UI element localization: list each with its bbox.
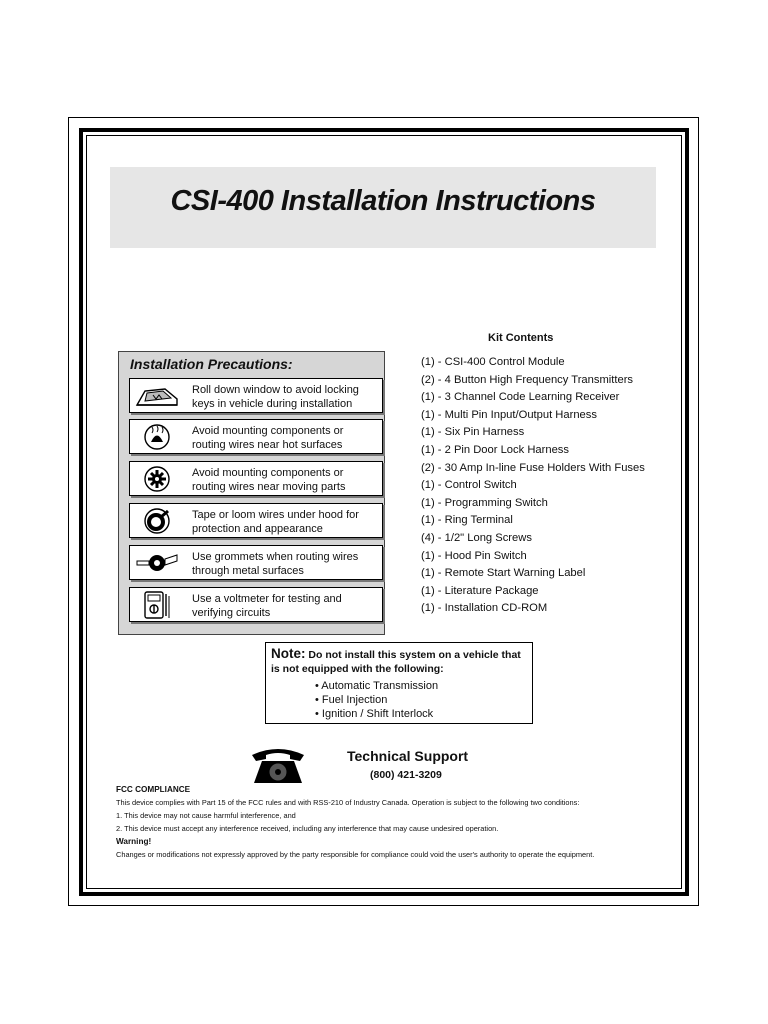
kit-item: (1) - Literature Package bbox=[421, 584, 539, 597]
grommet-icon bbox=[135, 549, 179, 577]
precaution-text: Avoid mounting components or routing wires near moving parts bbox=[192, 467, 346, 493]
precaution-item bbox=[129, 587, 383, 622]
car-window-icon bbox=[135, 382, 179, 410]
precaution-text: Roll down window to avoid locking keys in vehicle during installation bbox=[192, 384, 359, 410]
precaution-item bbox=[129, 545, 383, 580]
kit-item: (1) - CSI-400 Control Module bbox=[421, 356, 565, 368]
kit-item: (4) - 1/2" Long Screws bbox=[421, 531, 532, 544]
precaution-item bbox=[129, 419, 383, 454]
kit-item: (1) - Multi Pin Input/Output Harness bbox=[421, 408, 597, 421]
note-requirement: • Automatic Transmission bbox=[315, 680, 439, 692]
precaution-text: Use a voltmeter for testing and verifying circuits bbox=[192, 593, 342, 619]
hot-surface-icon bbox=[135, 423, 179, 451]
technical-support-label: Technical Support bbox=[347, 748, 469, 764]
note-heading bbox=[271, 647, 529, 676]
kit-item: (1) - 2 Pin Door Lock Harness bbox=[421, 443, 569, 456]
kit-item: (1) - Remote Start Warning Label bbox=[421, 567, 586, 580]
kit-contents-list bbox=[421, 354, 645, 618]
precaution-text: Avoid mounting components or routing wires near hot surfaces bbox=[192, 425, 344, 451]
kit-item: (1) - Hood Pin Switch bbox=[421, 549, 527, 562]
telephone-icon bbox=[248, 745, 308, 785]
kit-item: (2) - 4 Button High Frequency Transmitters bbox=[421, 373, 634, 386]
fcc-warning-text: Changes or modifications not expressly approved by the party responsible for compliance could void the user's authority to operate the equipment. bbox=[116, 850, 595, 859]
note-text: Do not install this system on a vehicle that is not equipped with the following: bbox=[271, 649, 521, 675]
precaution-text: Tape or loom wires under hood for protection and appearance bbox=[192, 509, 359, 535]
kit-item: (1) - Installation CD-ROM bbox=[421, 602, 548, 615]
precaution-text: Use grommets when routing wires through metal surfaces bbox=[192, 551, 359, 577]
kit-item: (1) - 3 Channel Code Learning Receiver bbox=[421, 391, 620, 404]
note-requirement: • Ignition / Shift Interlock bbox=[315, 708, 434, 720]
precaution-item bbox=[129, 461, 383, 496]
voltmeter-icon bbox=[135, 591, 179, 619]
fcc-line: This device complies with Part 15 of the FCC rules and with RSS-210 of Industry Canada. Operation is subject to the following two conditions: bbox=[116, 798, 580, 807]
kit-contents-title: Kit Contents bbox=[488, 332, 554, 344]
tape-roll-icon bbox=[135, 507, 179, 535]
precautions-title: Installation Precautions: bbox=[130, 356, 293, 372]
note-box bbox=[265, 642, 533, 724]
note-requirement: • Fuel Injection bbox=[315, 694, 388, 706]
kit-item: (1) - Ring Terminal bbox=[421, 514, 513, 527]
installation-precautions-panel bbox=[118, 351, 385, 635]
kit-item: (2) - 30 Amp In-line Fuse Holders With Fuses bbox=[421, 461, 645, 474]
fcc-line: 1. This device may not cause harmful interference, and bbox=[116, 811, 296, 820]
kit-item: (1) - Six Pin Harness bbox=[421, 426, 525, 439]
technical-support-phone: (800) 421-3209 bbox=[370, 769, 442, 781]
note-label: Note: bbox=[271, 646, 306, 661]
title-band bbox=[110, 167, 656, 248]
document-title: CSI-400 Installation Instructions bbox=[170, 185, 596, 217]
fcc-compliance-section bbox=[116, 783, 676, 861]
fcc-line: 2. This device must accept any interference received, including any interference that may cause undesired operation. bbox=[116, 824, 499, 833]
fcc-heading: FCC COMPLIANCE bbox=[116, 785, 191, 794]
moving-parts-gear-icon bbox=[135, 465, 179, 493]
kit-item: (1) - Programming Switch bbox=[421, 496, 548, 509]
note-requirements-list bbox=[315, 679, 438, 721]
precaution-item bbox=[129, 503, 383, 538]
kit-item: (1) - Control Switch bbox=[421, 479, 517, 492]
fcc-warning-heading: Warning! bbox=[116, 837, 152, 846]
precaution-item bbox=[129, 378, 383, 413]
